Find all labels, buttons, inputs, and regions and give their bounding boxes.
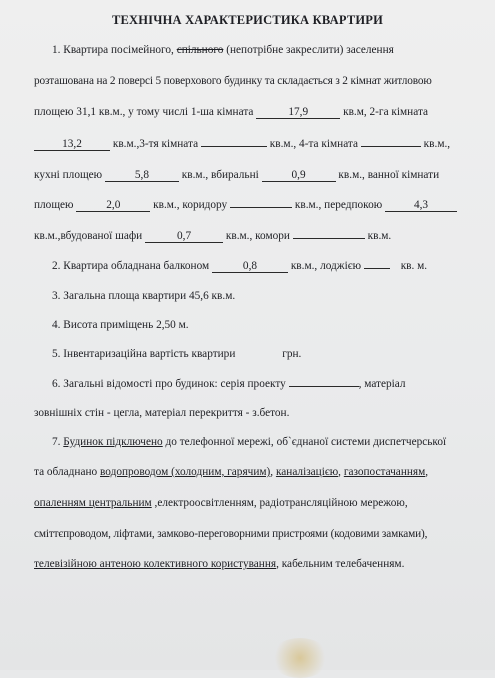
p1-line6-text-b: кв.м., коридору — [153, 199, 228, 211]
p1-line7-text-c: кв.м. — [367, 230, 392, 242]
p7-underlined-sewage: каналізацією — [275, 466, 339, 478]
p7-text-b: до телефонної мережі, об`єднаної системи диспетчерської — [162, 436, 447, 448]
p3-total-area: 3. Загальна площа квартири 45,6 кв.м. — [52, 290, 236, 302]
p1-line6 — [34, 198, 457, 212]
hallway-area-value: 4,3 — [385, 199, 457, 212]
bathroom-area-value: 2,0 — [76, 199, 150, 212]
corridor-area-blank — [230, 207, 292, 208]
p1-line4 — [34, 137, 450, 151]
p1-line1 — [52, 43, 394, 57]
p7-text-a: 7. — [52, 436, 64, 448]
p4-ceiling-height: 4. Висота приміщень 2,50 м. — [52, 319, 189, 331]
p1-line5-text-a: кухні площею — [34, 169, 103, 181]
p1-line3 — [34, 105, 428, 119]
p5-text-a: 5. Інвентаризаційна вартість квартири — [52, 348, 236, 360]
room3-area-blank — [201, 146, 267, 147]
struck-word: спільного — [176, 44, 224, 56]
p1-line5 — [34, 168, 439, 182]
kitchen-area-value: 5,8 — [105, 169, 179, 182]
toilet-area-value: 0,9 — [262, 169, 336, 182]
p1-line3-text-b: кв.м, 2-га кімната — [343, 106, 429, 118]
p7-line3-text: ,електроосвітленням, радіотрансляційною мережою, — [151, 497, 408, 509]
p1-line5-text-b: кв.м., вбиральні — [181, 169, 259, 181]
p7-line2 — [34, 465, 428, 479]
p6-text-b: , матеріал — [358, 378, 406, 390]
p7-line2-sep-c: , — [425, 466, 429, 478]
p7-underlined-heating: опаленням центральним — [34, 497, 152, 509]
p1-line7 — [34, 229, 391, 243]
closet-area-value: 0,7 — [145, 230, 223, 243]
p1-line3-text-a: площею 31,1 кв.м., у тому числі 1-ша кімната — [34, 106, 254, 118]
p6-text-a: 6. Загальні відомості про будинок: серія проекту — [52, 378, 286, 390]
p5-currency: грн. — [282, 348, 302, 360]
p2-text-b: кв.м., лоджією — [290, 260, 362, 272]
p7-line5 — [34, 557, 404, 571]
p7-underlined-gas: газопостачанням — [343, 466, 426, 478]
p7-line1 — [52, 435, 446, 449]
p7-line5-text: , кабельним телебаченням. — [276, 558, 405, 570]
p1-line6-text-a: площею — [34, 199, 74, 211]
p7-line2-text-a: та обладнано — [34, 466, 101, 478]
p2-line — [52, 259, 427, 273]
p7-underlined-water: водопроводом (холодним, гарячим) — [100, 466, 271, 478]
balcony-area-value: 0,8 — [212, 260, 288, 273]
p7-underlined-a: Будинок підключено — [63, 436, 163, 448]
p1-line4-text-b: кв.м., 4-та кімната — [269, 138, 359, 150]
p7-underlined-antenna: телевізійною антеною колективного користування — [34, 558, 277, 570]
p7-line3 — [34, 496, 408, 510]
p7-line4: сміттєпроводом, ліфтами, замково-переговорними пристроями (кодовими замками), — [34, 528, 428, 540]
p1-line4-text-c: кв.м., — [423, 138, 451, 150]
room1-area-value: 17,9 — [256, 106, 340, 119]
p1-line2: розташована на 2 поверсі 5 поверхового будинку та складається з 2 кімнат житловою — [34, 75, 432, 87]
p1-line7-text-b: кв.м., комори — [225, 230, 290, 242]
p1-line1-text-a: 1. Квартира посімейного, — [52, 44, 177, 56]
room2-area-value: 13,2 — [34, 138, 110, 151]
room4-area-blank — [361, 146, 421, 147]
loggia-area-blank — [364, 268, 390, 269]
storage-area-blank — [293, 238, 365, 239]
p1-line6-text-c: кв.м., передпокою — [294, 199, 383, 211]
p6-line2: зовнішніх стін - цегла, матеріал перекриття - з.бетон. — [34, 407, 290, 419]
p5-line — [52, 347, 301, 361]
p1-line1-text-b: (непотрібне закреслити) заселення — [223, 44, 394, 56]
p7-line2-sep-a: , — [270, 466, 276, 478]
p2-text-c: кв. м. — [400, 260, 428, 272]
p2-text-a: 2. Квартира обладнана балконом — [52, 260, 210, 272]
p6-line1 — [52, 377, 406, 391]
document-title: ТЕХНІЧНА ХАРАКТЕРИСТИКА КВАРТИРИ — [111, 13, 384, 27]
p1-line5-text-c: кв.м., ванної кімнати — [338, 169, 440, 181]
project-series-blank — [289, 386, 359, 387]
p1-line4-text-a: кв.м.,3-тя кімната — [112, 138, 199, 150]
paper-stain — [270, 638, 330, 678]
p7-line2-sep-b: , — [338, 466, 344, 478]
p1-line7-text-a: кв.м.,вбудованої шафи — [34, 230, 143, 242]
